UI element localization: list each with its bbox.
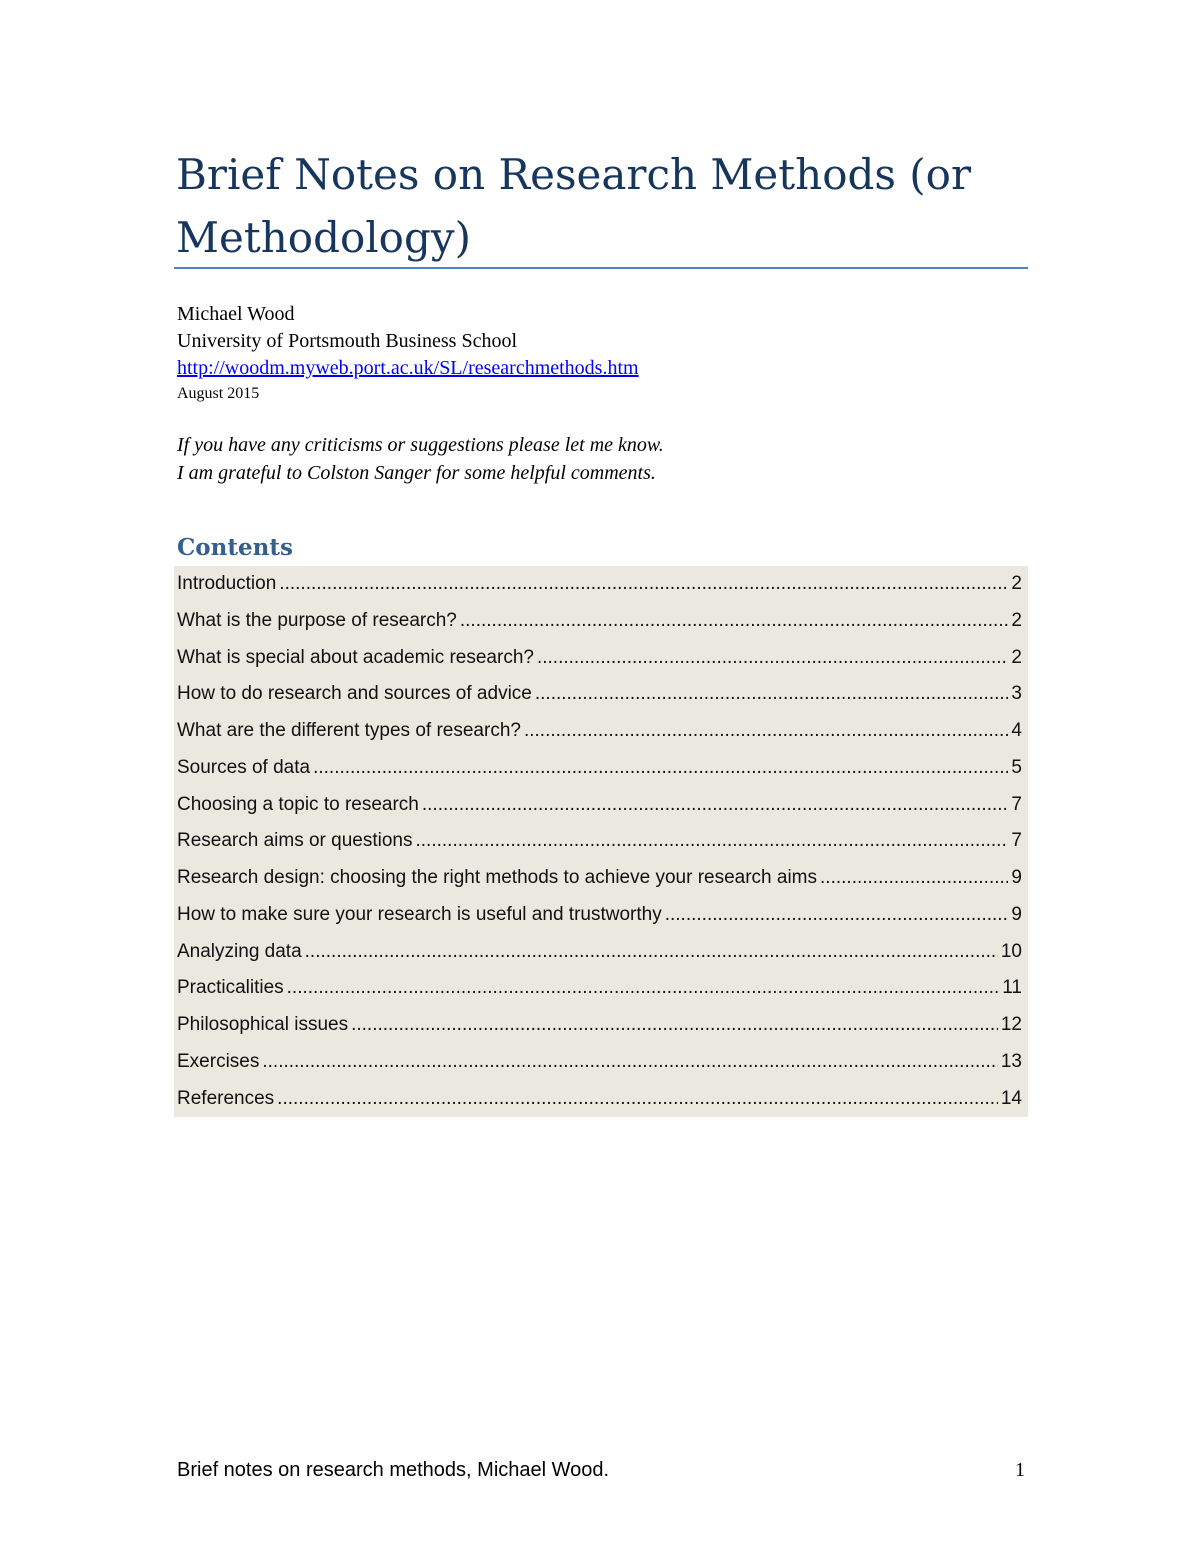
toc-dot-leader [535,676,1009,713]
note-line: If you have any criticisms or suggestions please let me know. [177,434,664,456]
toc-dot-leader [277,1081,998,1118]
toc-entry[interactable] [174,823,1028,860]
acknowledgement-notes [177,431,664,487]
toc-dot-leader [305,934,998,971]
toc-entry-label: Sources of data [177,756,311,778]
toc-entry-label: Exercises [177,1050,260,1072]
toc-entry-label: Research design: choosing the right methods to achieve your research aims [177,867,818,888]
toc-entry-page-number: 7 [1011,830,1022,852]
toc-entry-label: Practicalities [177,977,284,999]
author-name: Michael Wood [177,303,295,325]
toc-entry-page-number: 5 [1011,756,1022,778]
title-underline-rule [174,267,1028,269]
toc-entry-page-number: 7 [1011,793,1022,815]
toc-entry-page-number: 2 [1011,573,1022,594]
toc-entry[interactable] [174,676,1028,713]
toc-entry-page-number: 11 [1002,977,1022,999]
author-affiliation: University of Portsmouth Business School [177,330,518,352]
toc-entry[interactable] [174,934,1028,971]
note-line: I am grateful to Colston Sanger for some helpful comments. [177,462,656,484]
document-url-link[interactable]: http://woodm.myweb.port.ac.uk/SL/researchmethods.htm [177,357,639,379]
toc-entry[interactable] [174,787,1028,824]
toc-entry-page-number: 13 [1000,1050,1022,1072]
toc-entry-label: What is the purpose of research? [177,609,457,631]
toc-entry[interactable] [174,1044,1028,1081]
toc-entry-page-number: 12 [1000,1014,1022,1035]
toc-entry[interactable] [174,603,1028,640]
toc-entry[interactable] [174,640,1028,677]
toc-entry[interactable] [174,1081,1028,1118]
toc-entry-label: Research aims or questions [177,830,413,852]
toc-entry[interactable] [174,713,1028,750]
toc-dot-leader [820,860,1008,897]
toc-entry-label: How to do research and sources of advice [177,683,532,705]
toc-entry[interactable] [174,750,1028,787]
toc-entry-page-number: 4 [1011,720,1022,741]
toc-entry[interactable] [174,566,1028,603]
footer-page-number: 1 [1015,1459,1025,1481]
toc-entry-page-number: 9 [1011,867,1022,888]
toc-dot-leader [422,787,1009,824]
toc-dot-leader [524,713,1008,750]
document-date: August 2015 [177,385,260,402]
toc-entry-label: How to make sure your research is useful and trustworthy [177,903,662,925]
toc-dot-leader [665,897,1009,934]
toc-entry[interactable] [174,860,1028,897]
toc-dot-leader [279,566,1008,603]
toc-entry-page-number: 14 [1000,1087,1022,1109]
toc-dot-leader [537,640,1008,677]
toc-entry-page-number: 3 [1011,683,1022,705]
toc-entry-label: Choosing a topic to research [177,793,419,815]
toc-entry-label: What is special about academic research? [177,646,534,668]
footer-text: Brief notes on research methods, Michael Wood. [177,1459,610,1481]
toc-entry-label: What are the different types of research? [177,720,521,741]
toc-entry-label: Analyzing data [177,940,302,962]
toc-dot-leader [262,1044,998,1081]
toc-dot-leader [313,750,1008,787]
document-title: Brief Notes on Research Methods (or Methodology) [176,150,972,262]
toc-entry-label: Philosophical issues [177,1014,349,1035]
toc-entry-page-number: 10 [1000,940,1022,962]
toc-dot-leader [351,1007,998,1044]
contents-heading: Contents [177,534,293,561]
table-of-contents [174,566,1028,1117]
toc-entry[interactable] [174,897,1028,934]
toc-entry-page-number: 2 [1011,646,1022,668]
toc-dot-leader [416,823,1009,860]
toc-entry[interactable] [174,970,1028,1007]
author-block [177,301,639,406]
toc-entry-label: References [177,1087,275,1109]
toc-dot-leader [460,603,1009,640]
toc-entry-page-number: 9 [1011,903,1022,925]
page-footer [177,1456,1025,1484]
toc-entry[interactable] [174,1007,1028,1044]
toc-entry-page-number: 2 [1011,609,1022,631]
toc-entry-label: Introduction [177,573,277,594]
toc-dot-leader [287,970,1000,1007]
